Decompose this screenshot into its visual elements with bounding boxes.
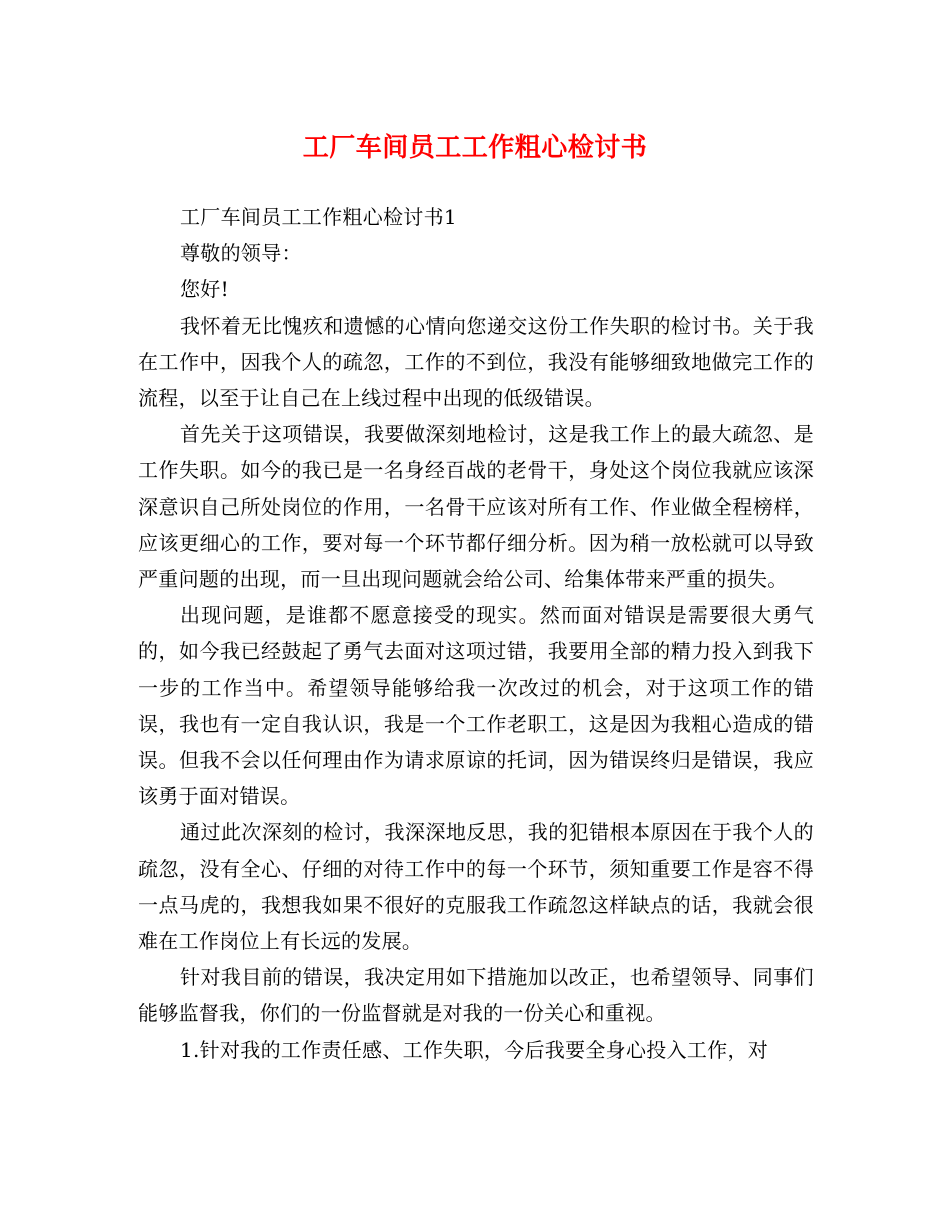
paragraph-measure-1: 1.针对我的工作责任感、工作失职，今后我要全身心投入工作，对: [180, 1037, 769, 1062]
paragraph-salutation: 尊敬的领导：: [180, 241, 302, 266]
paragraph-greeting: 您好!: [180, 277, 229, 302]
paragraph-heading: 工厂车间员工工作粗心检讨书1: [180, 205, 457, 229]
paragraph-intro: 我怀着无比愧疚和遗憾的心情向您递交这份工作失职的检讨书。关于我在工作中，因我个人的疏忽，工作的不到位，我没有能够细致地做完工作的流程，以至于让自己在上线过程中出现的低级错误。: [138, 313, 814, 411]
paragraph-measures: 针对我目前的错误，我决定用如下措施加以改正，也希望领导、同事们能够监督我，你们的一份监督就是对我的一份关心和重视。: [138, 965, 814, 1026]
paragraph-courage: 出现问题，是谁都不愿意接受的现实。然而面对错误是需要很大勇气的，如今我已经鼓起了勇气去面对这项过错，我要用全部的精力投入到我下一步的工作当中。希望领导能够给我一次改过的机会，对于这项工作的错误，我也有一定自我认识，我是一个工作老职工，这是因为我粗心造成的错误。但我不会以任何理由作为请求原谅的托词，因为错误终归是错误，我应该勇于面对错误。: [138, 603, 814, 809]
paragraph-reflection: 首先关于这项错误，我要做深刻地检讨，这是我工作上的最大疏忽、是工作失职。如今的我已是一名身经百战的老骨干，身处这个岗位我就应该深深意识自己所处岗位的作用，一名骨干应该对所有工作、作业做全程榜样，应该更细心的工作，要对每一个环节都仔细分析。因为稍一放松就可以导致严重问题的出现，而一旦出现问题就会给公司、给集体带来严重的损失。: [138, 422, 814, 592]
paragraph-root-cause: 通过此次深刻的检讨，我深深地反思，我的犯错根本原因在于我个人的疏忽，没有全心、仔细的对待工作中的每一个环节，须知重要工作是容不得一点马虎的，我想我如果不很好的克服我工作疏忽这样缺点的话，我就会很难在工作岗位上有长远的发展。: [138, 820, 814, 954]
document-body: [138, 199, 814, 1068]
document-title: 工厂车间员工工作粗心检讨书: [302, 133, 648, 163]
